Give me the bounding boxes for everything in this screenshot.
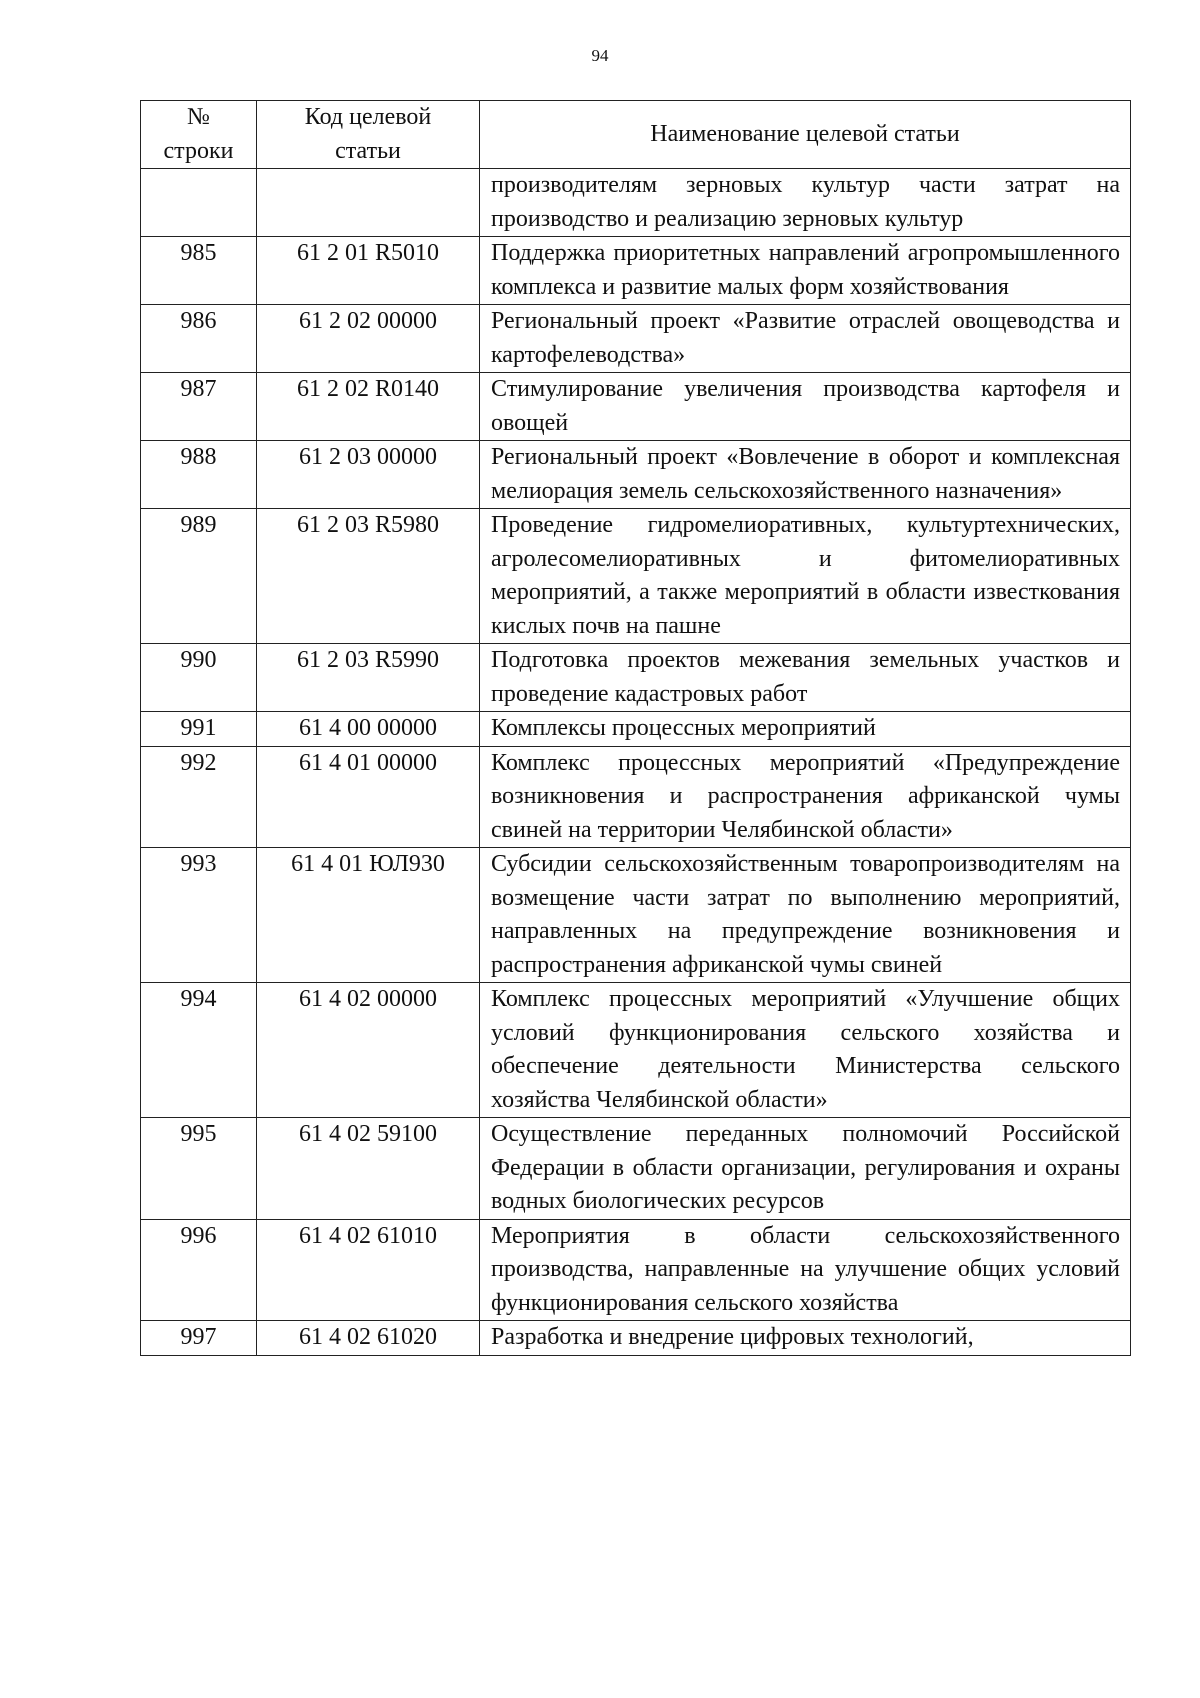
row-number: 986 [141,305,257,373]
table-row [141,644,1131,712]
page-number: 94 [591,46,609,65]
row-name: Региональный проект «Вовлечение в оборот и комплексная мелиорация земель сельскохозяйственного назначения» [480,441,1131,509]
row-code: 61 2 01 R5010 [257,237,480,305]
row-name: Комплекс процессных мероприятий «Предупреждение возникновения и распространения африканской чумы свиней на территории Челябинской области» [480,746,1131,848]
table-row [141,983,1131,1118]
table-row [141,1118,1131,1220]
row-number: 995 [141,1118,257,1220]
table-row [141,169,1131,237]
row-name: производителям зерновых культур части затрат на производство и реализацию зерновых культур [480,169,1131,237]
table-row [141,509,1131,644]
table-row [141,712,1131,747]
row-name: Подготовка проектов межевания земельных участков и проведение кадастровых работ [480,644,1131,712]
row-name: Региональный проект «Развитие отраслей овощеводства и картофелеводства» [480,305,1131,373]
row-name: Разработка и внедрение цифровых технологий, [480,1321,1131,1356]
table-row [141,237,1131,305]
row-name: Субсидии сельскохозяйственным товаропроизводителям на возмещение части затрат по выполнению мероприятий, направленных на предупреждение возникновения и распространения африканской чумы свиней [480,848,1131,983]
row-number: 992 [141,746,257,848]
table-row [141,746,1131,848]
row-code: 61 4 02 59100 [257,1118,480,1220]
row-number: 997 [141,1321,257,1356]
table-row [141,1219,1131,1321]
row-code: 61 4 00 00000 [257,712,480,747]
header-row-number: № строки [141,101,257,169]
row-code: 61 4 02 61020 [257,1321,480,1356]
row-code: 61 4 01 00000 [257,746,480,848]
row-number: 991 [141,712,257,747]
row-number [141,169,257,237]
row-name: Комплексы процессных мероприятий [480,712,1131,747]
row-code: 61 2 02 00000 [257,305,480,373]
table-row [141,1321,1131,1356]
row-number: 985 [141,237,257,305]
row-name: Поддержка приоритетных направлений агропромышленного комплекса и развитие малых форм хозяйствования [480,237,1131,305]
row-number: 994 [141,983,257,1118]
table-row [141,441,1131,509]
row-name: Стимулирование увеличения производства картофеля и овощей [480,373,1131,441]
row-number: 987 [141,373,257,441]
row-code: 61 4 02 00000 [257,983,480,1118]
table-row [141,848,1131,983]
row-code: 61 4 02 61010 [257,1219,480,1321]
row-code: 61 2 03 R5980 [257,509,480,644]
header-code: Код целевой статьи [257,101,480,169]
table-row [141,373,1131,441]
row-code [257,169,480,237]
row-name: Мероприятия в области сельскохозяйственного производства, направленные на улучшение общих условий функционирования сельского хозяйства [480,1219,1131,1321]
row-name: Осуществление переданных полномочий Российской Федерации в области организации, регулирования и охраны водных биологических ресурсов [480,1118,1131,1220]
budget-codes-table [140,100,1131,1356]
row-number: 990 [141,644,257,712]
row-code: 61 2 03 R5990 [257,644,480,712]
row-code: 61 2 03 00000 [257,441,480,509]
row-name: Проведение гидромелиоративных, культуртехнических, агролесомелиоративных и фитомелиоративных мероприятий, а также мероприятий в области известкования кислых почв на пашне [480,509,1131,644]
row-code: 61 4 01 ЮЛ930 [257,848,480,983]
row-number: 993 [141,848,257,983]
row-number: 988 [141,441,257,509]
table-row [141,305,1131,373]
row-number: 989 [141,509,257,644]
table-header-row [141,101,1131,169]
row-name: Комплекс процессных мероприятий «Улучшение общих условий функционирования сельского хозяйства и обеспечение деятельности Министерства сельского хозяйства Челябинской области» [480,983,1131,1118]
row-number: 996 [141,1219,257,1321]
header-name: Наименование целевой статьи [480,101,1131,169]
row-code: 61 2 02 R0140 [257,373,480,441]
